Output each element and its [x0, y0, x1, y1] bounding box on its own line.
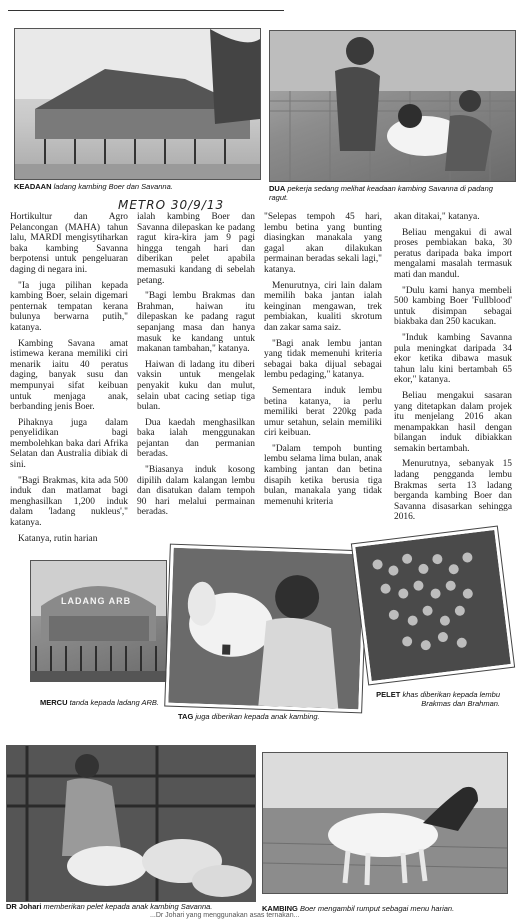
- paragraph: "Induk kambing Savanna pula meningkat daripada 34 ekor ketika dibawa masuk tahun lalu kini bertambah 65 ekor," katanya.: [394, 332, 512, 386]
- paragraph: Haiwan di ladang itu diberi vaksin untuk mengelak penyakit kuku dan mulut, selain ubat cacing setiap tiga bulan.: [137, 359, 255, 413]
- paragraph: "Bagi Brakmas, kita ada 500 induk dan matlamat bagi menghasilkan 1,200 induk dalam 'ladang nukleus'," katanya.: [10, 475, 128, 529]
- article-column-1: [10, 212, 128, 549]
- paragraph: Sementara induk lembu betina katanya, ia perlu memiliki berat 220kg pada umur setahun, selain memiliki ciri keibuan.: [264, 385, 382, 439]
- caption-tag: TAG juga diberikan kepada anak kambing.: [178, 712, 320, 721]
- photo-kambing: [262, 752, 508, 894]
- article-column-4: [394, 212, 512, 528]
- article-column-2: [137, 212, 255, 523]
- caption-workers: DUA pekerja sedang melihat keadaan kambing Savanna di padang ragut.: [269, 184, 493, 202]
- paragraph: Katanya, rutin harian: [18, 533, 98, 544]
- photo-johari: [6, 745, 256, 902]
- date-stamp: METRO 30/9/13: [118, 198, 225, 212]
- article-column-3: [264, 212, 382, 512]
- paragraph: "Bagi lembu Brakmas dan Brahman, haiwan itu dilepaskan ke padang ragut sepanjang masa dan hanya masuk ke kandang untuk makanan tambahan," katanya.: [137, 291, 255, 355]
- paragraph: "Biasanya induk kosong dipilih dalam kalangan lembu dan disatukan dalam tempoh 90 hari melalui permainan beradas.: [137, 465, 255, 518]
- footer-text: ...Dr Johari yang menggunakan asas ternakan...: [150, 912, 300, 919]
- paragraph: Beliau mengakui di awal proses pembiakan baka, 30 peratus daripada baka import mengalami masalah termasuk mati dan mandul.: [394, 227, 512, 280]
- paragraph: Pihaknya juga dalam penyelidikan bagi membolehkan baka dari Afrika Selatan dan Australia dibiak di sini.: [10, 417, 128, 471]
- paragraph: "Bagi anak lembu jantan yang tidak memenuhi kriteria sebagai baka dijual sebagai lembu pedaging," katanya.: [264, 338, 382, 381]
- photo-pelet: [352, 527, 514, 685]
- photo-workers: [269, 30, 516, 182]
- caption-farm: KEADAAN ladang kambing Boer dan Savanna.: [14, 182, 173, 191]
- paragraph: akan ditakai," katanya.: [394, 212, 480, 222]
- photo-mercu: [30, 560, 167, 682]
- paragraph: Hortikultur dan Agro Pelancongan (MAHA) tahun lalu, MARDI mengisytiharkan baka kambing Savanna berpotensi untuk pengeluaran daging di negara ini.: [10, 212, 128, 275]
- paragraph: ialah kambing Boer dan Savanna dilepaskan ke padang ragut kira-kira jam 9 pagi hingga tengah hari dan diberikan pelet apabila memasuki kandang di sebelah petang.: [137, 212, 255, 286]
- paragraph: Dua kaedah menghasilkan baka ialah menggunakan pejantan dan permanian beradas.: [137, 417, 255, 460]
- caption-pelet: PELET khas diberikan kepada lembu Brakmas dan Brahman.: [376, 690, 500, 708]
- paragraph: "Ia juga pilihan kepada kambing Boer, selain digemari penternak tempatan kerana bulunya berwarna putih," katanya.: [10, 280, 128, 333]
- paragraph: Menurutnya, ciri lain dalam memilih baka jantan ialah keinginan mengawan, trek pembiakan, kualiti skrotum dan zakar sama saiz.: [264, 280, 382, 333]
- caption-johari: DR Johari memberikan pelet kepada anak kambing Savanna.: [6, 902, 213, 911]
- top-rule: [8, 10, 284, 11]
- paragraph: Kambing Savana amat istimewa kerana memiliki ciri menarik iaitu 40 peratus daging, banyak susu dan mempunyai sifat keibuan untuk menjaga anak, berbanding jenis Boer.: [10, 338, 128, 413]
- photo-tag: [165, 545, 366, 713]
- caption-kambing: KAMBING Boer mengambil rumput sebagai menu harian.: [262, 904, 455, 913]
- paragraph: Menurutnya, sebanyak 15 ladang pengganda lembu Brakmas serta 13 ladang berganda kambing Boer dan Savanna disasarkan sehingga 2016.: [394, 459, 512, 523]
- paragraph: "Dalam tempoh bunting lembu selama lima bulan, anak kambing jantan dan betina disapih ketika berusia tiga bulan, manakala yang tidak memenuhi kriteria: [264, 443, 382, 507]
- photo-farm: [14, 28, 261, 180]
- paragraph: "Dulu kami hanya membeli 500 kambing Boer 'Fullblood' untuk disimpan sebagai biakbaka dan 250 kacukan.: [394, 285, 512, 328]
- paragraph: "Selepas tempoh 45 hari, lembu betina yang bunting diasingkan manakala yang gagal akan dilakukan permainan beradas sekali lagi," katanya.: [264, 212, 382, 275]
- caption-mercu: MERCU tanda kepada ladang ARB.: [40, 698, 159, 707]
- gate-sign-text: LADANG ARB: [61, 596, 132, 606]
- paragraph: Beliau mengakui sasaran yang ditetapkan dalam projek itu menjelang 2016 akan menampakkan hasil dengan bilangan induk dibiakkan semakin bertambah.: [394, 390, 512, 454]
